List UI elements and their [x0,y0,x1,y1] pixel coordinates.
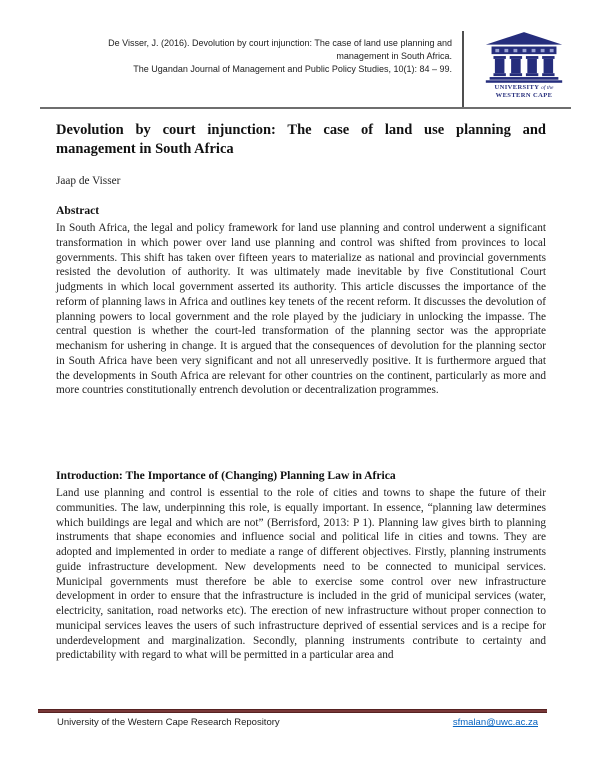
citation-line-1: De Visser, J. (2016). Devolution by court injunction: The case of land use planning and [108,38,452,48]
abstract-paragraph: In South Africa, the legal and policy framework for land use planning and control underwent a significant transformation in which power over land use planning and control was shifted from provinces to local governments. This shift has taken over fifteen years to materialize as national and provincial governments resisted the devolution of authority. It was ultimately made inevitable by five Constitutional Court judgments in which local government asserted its authority. This article discusses the importance of the reform of planning laws in Africa and outlines key tenets of the recent reform. It discusses the devolution of planning powers to local government and the role played by the judiciary in unlocking the impasse. The central question is whether the court-led transformation of the planning sector was the appropriate mechanism for ushering in change. It is argued that the consequences of devolution for the planning sector in South Africa have been very significant and not all unreservedly positive. It is furthermore argued that the developments in South Africa are relevant for other countries on the continent, particularly as more and more countries constitutionally entrench devolution or decentralization programmes. [56,222,546,397]
introduction-paragraph: Land use planning and control is essential to the role of cities and towns to shape the future of their communities. The law, underpinning this role, is equally important. In essence, “planning law determines which buildings are legal and which are not” (Berrisford, 2013: P 1). Planning law gives birth to planning instruments that shape economies and influence social and political life in cities and towns. They are adopted and implemented in order to mediate a range of different objectives. Firstly, planning instruments guide infrastructure development. New developments need to be connected to municipal services. Municipal governments must therefore be able to exercise some control over new infrastructure development in order to ensure that the infrastructure is included in the grid of municipal services (water, electricity, sanitation, road networks etc). The erection of new infrastructure without proper connection to municipal services leaves the users of such infrastructure deprived of essential services and is a recipe for underdevelopment and marginalization. Secondly, planning instruments contribute to certainty and predictability with regard to what will be permitted in a particular area and [56,487,546,662]
header-vertical-divider [462,31,464,108]
logo-university-word: UNIVERSITY [494,84,540,91]
temple-icon [476,30,572,84]
footer-rule [38,709,547,713]
page-title: Devolution by court injunction: The case of land use planning and management in South Africa [56,122,546,157]
citation-line-2: management in South Africa. [336,51,452,61]
author-name: Jaap de Visser [56,175,121,187]
abstract-heading: Abstract [56,204,100,217]
footer-email-link[interactable]: sfmalan@uwc.ac.za [452,717,538,728]
logo-text-line-1 [476,84,572,92]
uwc-logo [476,30,572,100]
citation-line-3: The Ugandan Journal of Management and Public Policy Studies, 10(1): 84 – 99. [133,64,452,74]
introduction-heading: Introduction: The Importance of (Changing) Planning Law in Africa [56,469,396,482]
header-rule [40,107,571,109]
header-citation [72,37,452,76]
logo-text-line-2: WESTERN CAPE [495,92,553,99]
footer-repository-label: University of the Western Cape Research Repository [57,717,280,728]
logo-ofthe-word: of the [541,85,554,91]
